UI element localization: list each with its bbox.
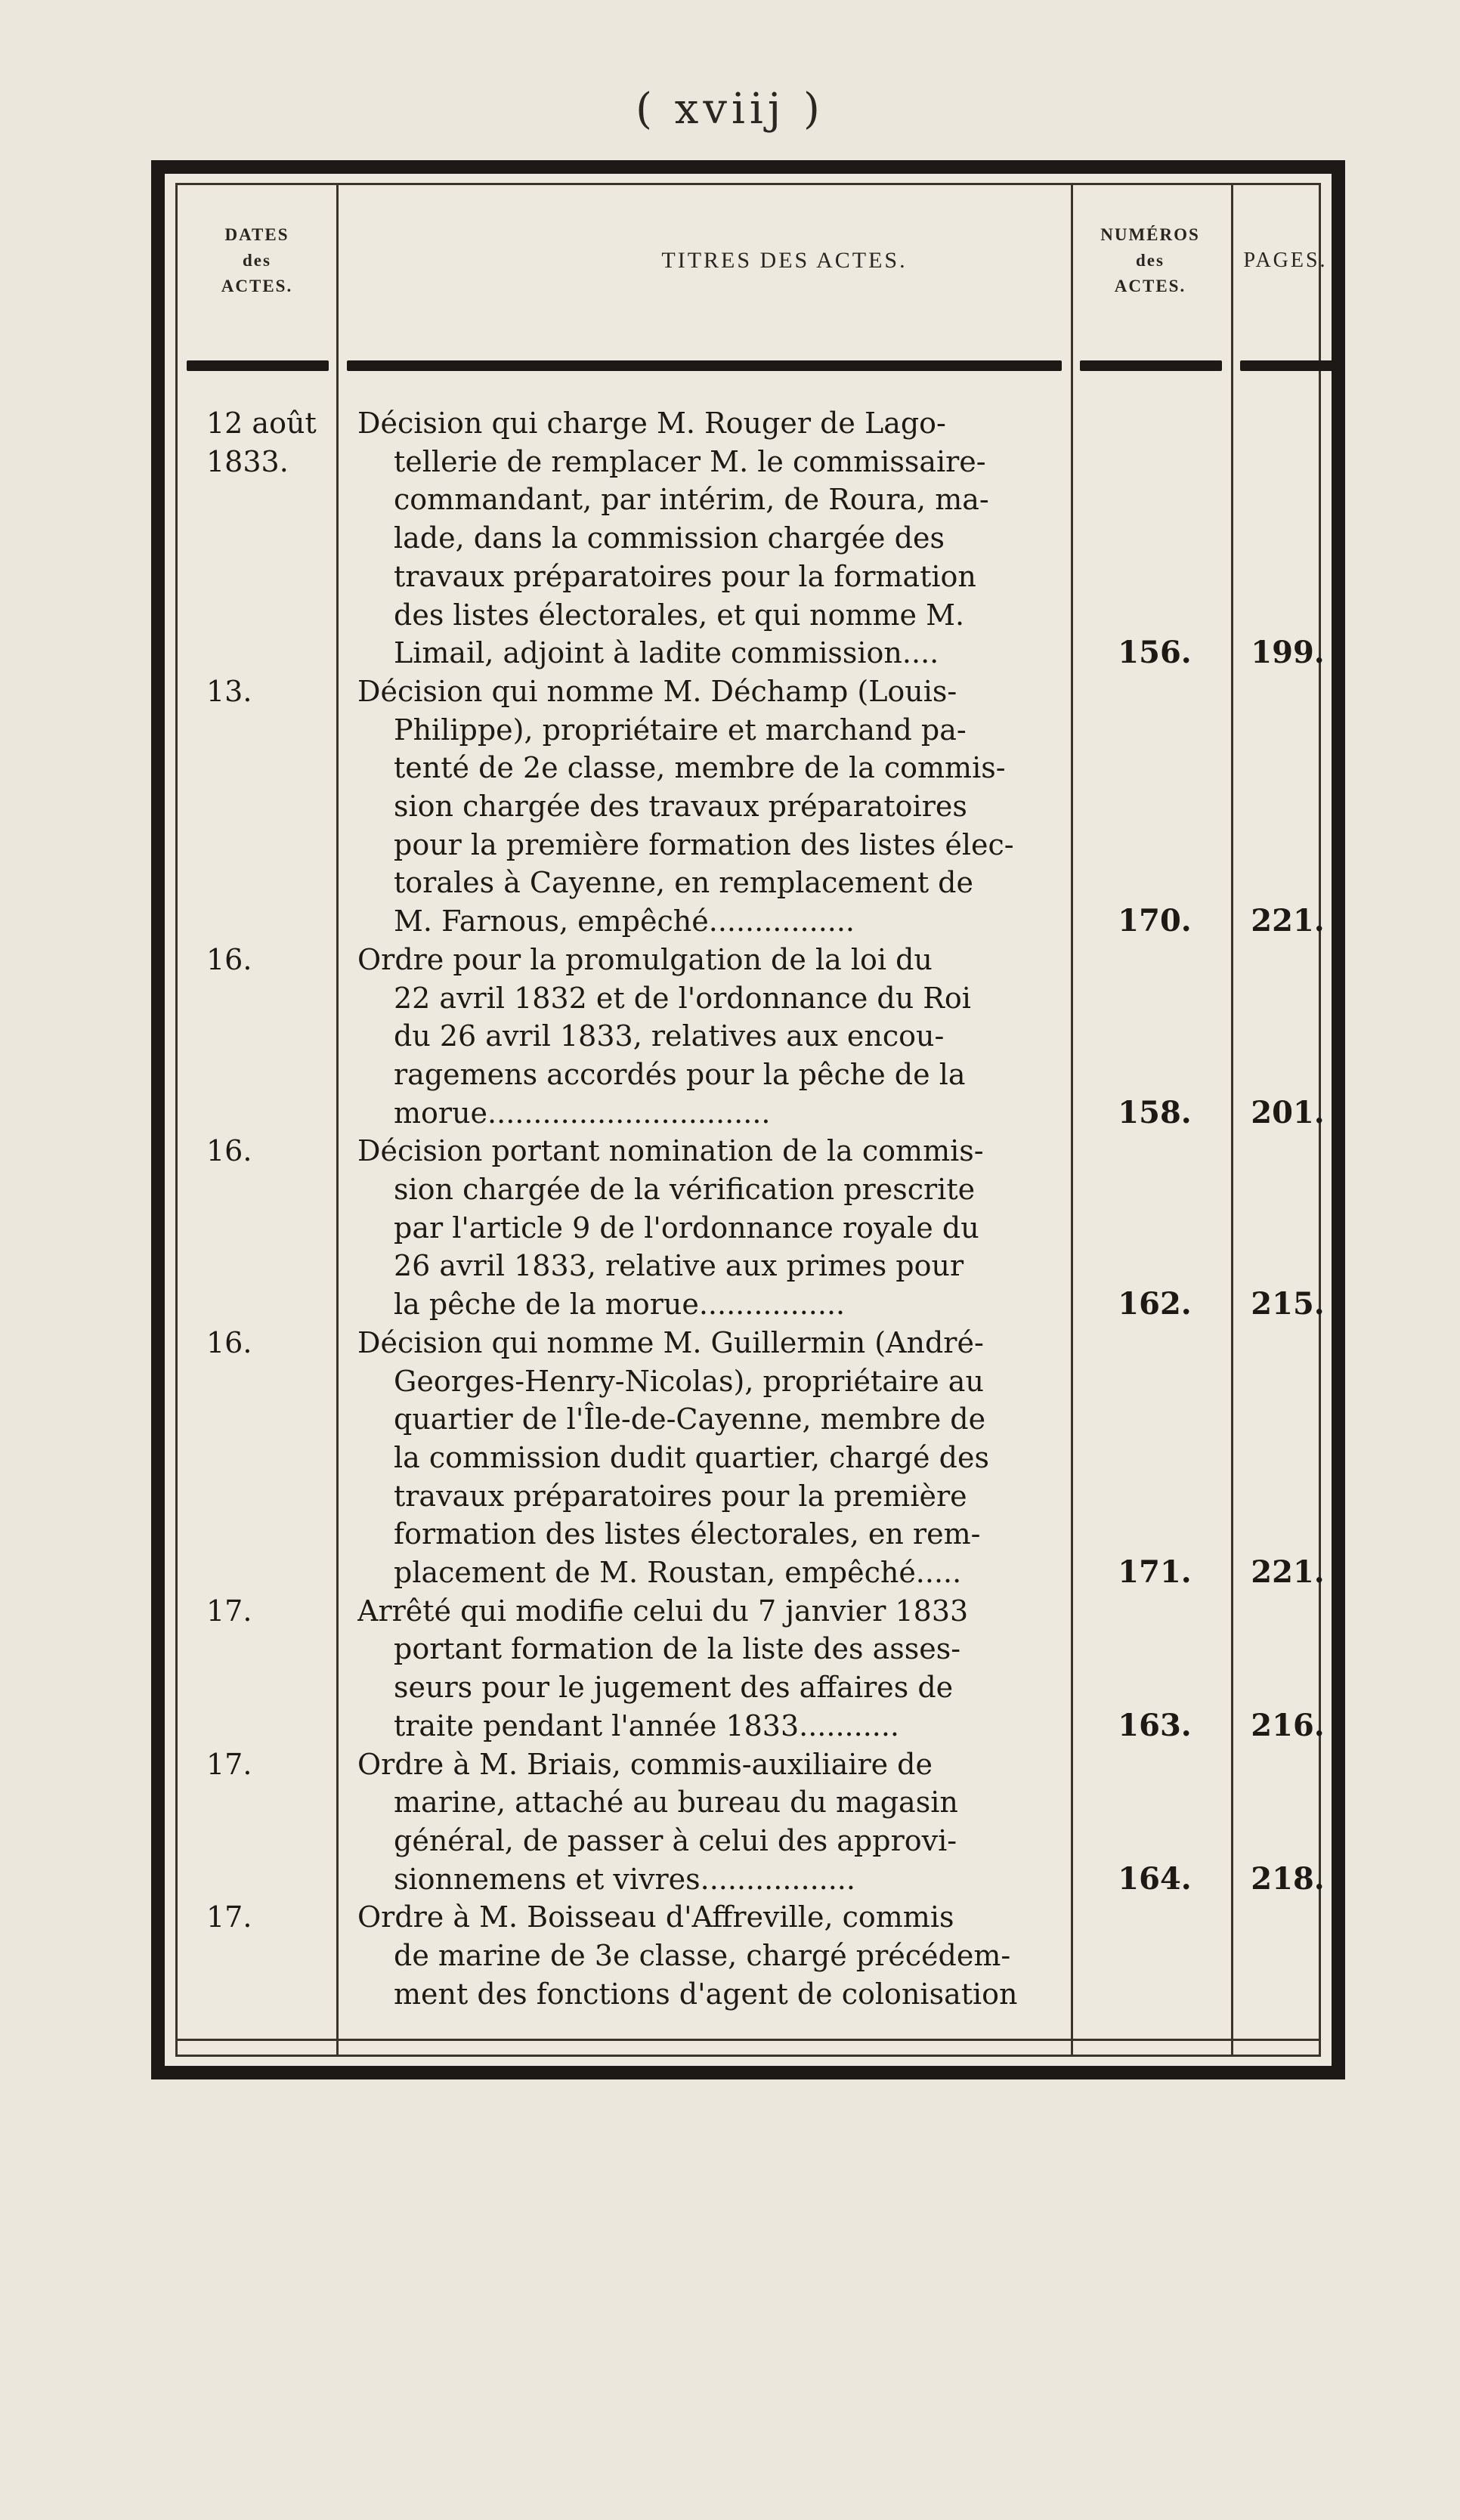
entry-page: 216. [1251, 1707, 1325, 1743]
entry-title-line: morue............................... [394, 1096, 771, 1130]
entry-title-line: Décision qui nomme M. Guillermin (André- [357, 1325, 984, 1359]
table-row [178, 941, 1325, 1133]
header-dates-line1: DATES [224, 225, 289, 244]
entry-page: 221. [1251, 903, 1325, 939]
entry-date: 16. [206, 1134, 252, 1168]
entry-title-line: seurs pour le jugement des affaires de [394, 1671, 954, 1705]
entry-title-line: commandant, par intérim, de Roura, ma- [394, 483, 989, 517]
entry-title-line: Ordre à M. Briais, commis-auxiliaire de [357, 1747, 933, 1781]
entry-title-line: Arrêté qui modifie celui du 7 janvier 1833 [357, 1594, 969, 1628]
entry-title-line: de marine de 3e classe, chargé précédem- [394, 1939, 1011, 1972]
entry-title-line: tellerie de remplacer M. le commissaire- [394, 444, 986, 478]
entry-title [357, 1898, 1075, 2013]
entry-numero: 163. [1118, 1707, 1192, 1743]
table-row [178, 1132, 1325, 1324]
entry-page: 218. [1251, 1860, 1325, 1897]
entry-title-line: ragemens accordés pour la pêche de la [394, 1057, 966, 1091]
entry-title-line: travaux préparatoires pour la première [394, 1479, 967, 1513]
table-header [178, 185, 1328, 336]
header-numeros [1071, 185, 1230, 336]
entry-date: 12 août 1833. [206, 407, 317, 478]
entry-title-line: la pêche de la morue................ [394, 1288, 846, 1322]
entry-title [357, 1324, 1075, 1592]
entry-date: 16. [206, 1325, 252, 1359]
entry-title-line: Décision qui charge M. Rouger de Lago- [357, 407, 946, 440]
entry-title-line: placement de M. Roustan, empêché..... [394, 1556, 962, 1590]
entry-date: 17. [206, 1900, 252, 1934]
header-dates [178, 185, 336, 336]
header-numeros-line3: ACTES. [1114, 277, 1186, 295]
header-pages-label: PAGES. [1243, 249, 1328, 272]
entry-title-line: Ordre à M. Boisseau d'Affreville, commis [357, 1900, 954, 1934]
table-inner-frame [175, 183, 1328, 2057]
entry-title [357, 1745, 1075, 1899]
entry-title-line: Philippe), propriétaire et marchand pa- [394, 713, 967, 747]
entry-numero: 170. [1118, 903, 1192, 939]
entry-title-line: Ordre pour la promulgation de la loi du [357, 942, 933, 976]
entry-title-line: des listes électorales, et qui nomme M. [394, 598, 965, 632]
entry-title-line: Décision qui nomme M. Déchamp (Louis- [357, 674, 957, 708]
table-row [178, 1898, 1319, 2013]
entry-title-line: 22 avril 1832 et de l'ordonnance du Roi [394, 981, 971, 1015]
entry-title-line: Georges-Henry-Nicolas), propriétaire au [394, 1364, 984, 1398]
entry-title-line: ment des fonctions d'agent de colonisation [394, 1977, 1018, 2011]
entry-numero: 164. [1118, 1860, 1192, 1897]
header-bar-dates [187, 360, 329, 371]
entry-numero: 171. [1118, 1554, 1192, 1590]
entry-date: 13. [206, 674, 252, 708]
entry-title-line: marine, attaché au bureau du magasin [394, 1786, 958, 1820]
header-bar-pages [1240, 360, 1334, 371]
entry-numero: 158. [1118, 1094, 1192, 1130]
entry-title-line: portant formation de la liste des asses- [394, 1632, 961, 1666]
entry-title-line: torales à Cayenne, en remplacement de [394, 866, 973, 900]
entry-numero: 162. [1118, 1286, 1192, 1322]
header-pages [1233, 185, 1338, 336]
table-row [178, 673, 1325, 941]
entry-title [357, 1592, 1075, 1745]
table-row [178, 1324, 1325, 1592]
header-bar-titres [347, 360, 1062, 371]
entry-title-line: Décision portant nomination de la commis- [357, 1134, 984, 1168]
entry-title [357, 404, 1075, 673]
entry-title [357, 673, 1075, 941]
table-frame [151, 160, 1345, 2079]
table-row [178, 404, 1325, 673]
header-numeros-line2: des [1136, 251, 1165, 270]
entry-title-line: la commission dudit quartier, chargé des [394, 1440, 989, 1474]
header-bar-numeros [1080, 360, 1222, 371]
entry-title-line: 26 avril 1833, relative aux primes pour [394, 1249, 964, 1283]
entry-title [357, 1132, 1075, 1324]
entry-title-line: traite pendant l'année 1833........... [394, 1708, 900, 1742]
entry-title-line: tenté de 2e classe, membre de la commis- [394, 751, 1006, 785]
entry-page: 215. [1251, 1286, 1325, 1322]
header-dates-line3: ACTES. [221, 277, 293, 295]
entry-title-line: formation des listes électorales, en rem- [394, 1517, 981, 1551]
page-number: ( xviij ) [636, 85, 824, 134]
entry-title-line: pour la première formation des listes élec- [394, 827, 1014, 861]
entry-title-line: Limail, adjoint à ladite commission.... [394, 636, 939, 670]
entry-page: 199. [1251, 635, 1325, 671]
entry-date: 17. [206, 1594, 252, 1628]
entry-title-line: lade, dans la commission chargée des [394, 521, 945, 555]
header-dates-line2: des [243, 251, 271, 270]
entry-page: 201. [1251, 1094, 1325, 1130]
entry-numero: 156. [1118, 635, 1192, 671]
table-row [178, 1745, 1325, 1899]
entry-title-line: sion chargée de la vérification prescrite [394, 1173, 976, 1206]
entry-title-line: général, de passer à celui des approvi- [394, 1823, 957, 1857]
entry-date: 16. [206, 942, 252, 976]
entry-title-line: du 26 avril 1833, relatives aux encou- [394, 1019, 945, 1053]
entry-title-line: M. Farnous, empêché................ [394, 904, 855, 938]
header-titres-label: TITRES DES ACTES. [661, 248, 908, 273]
entry-title-line: travaux préparatoires pour la formation [394, 559, 976, 593]
entry-title-line: sionnemens et vivres................. [394, 1862, 855, 1896]
entry-date: 17. [206, 1747, 252, 1781]
entry-page: 221. [1251, 1554, 1325, 1590]
entry-title-line: sion chargée des travaux préparatoires [394, 790, 967, 823]
entry-title-line: quartier de l'Île-de-Cayenne, membre de [394, 1402, 986, 1436]
entry-title [357, 941, 1075, 1133]
table-bottom-rule [178, 2039, 1319, 2041]
entry-title-line: par l'article 9 de l'ordonnance royale du [394, 1211, 979, 1245]
header-numeros-line1: NUMÉROS [1100, 225, 1200, 244]
table-row [178, 1592, 1325, 1745]
